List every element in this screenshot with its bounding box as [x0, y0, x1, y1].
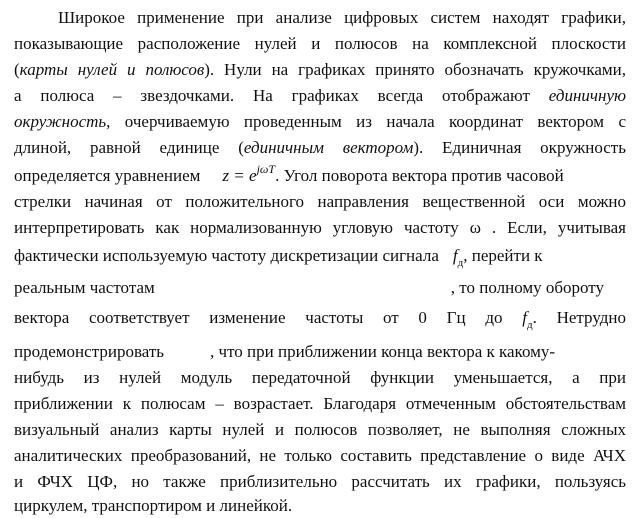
sampling-frequency-symbol: $f_д$ [522, 308, 533, 331]
text-line: визуальный анализ карты нулей и полюсов позволяет, не выполняя сложных [14, 420, 626, 439]
text-line: интерпретировать как нормализованную угловую частоту ω . Если, учитывая [14, 218, 626, 237]
text-line: Широкое применение при анализе цифровых систем находят графики, [58, 8, 626, 27]
text-line: вектора соответствует изменение частоты от 0 Гц до $f_д$. Нетрудно [14, 308, 626, 331]
text-line: приближении к полюсам – возрастает. Благодаря отмеченным обстоятельствам [14, 394, 626, 413]
text-line: определяется уравнением $z = e^{j\omega T}$. Угол поворота вектора против часовой [14, 162, 564, 185]
text-line: показывающие расположение нулей и полюсов на комплексной плоскости [14, 34, 626, 53]
text-line: аналитических преобразований, не только составить представление о виде АЧХ [14, 446, 626, 465]
text-line: (карты нулей и полюсов). Нули на графиках принято обозначать кружочками, [14, 60, 626, 79]
text-line: реальным частотам , то полному обороту [14, 278, 605, 297]
text-line: и ФЧХ ЦФ, но также приблизительно рассчитать их графики, пользуясь [14, 472, 626, 491]
text-line: стрелки начиная от положительного направления вещественной оси можно [14, 192, 626, 211]
text-line: длиной, равной единице (единичным вектором). Единичная окружность [14, 138, 626, 157]
text-line: окружность, очерчиваемую проведенным из начала координат вектором с [14, 112, 626, 131]
sampling-frequency-symbol: $f_д$ [452, 246, 464, 269]
text-line: нибудь из нулей модуль передаточной функции уменьшается, а при [14, 368, 626, 387]
text-line: фактически используемую частоту дискретизации сигнала $f_д$, перейти к [14, 246, 543, 269]
unit-circle-equation: $z = e^{j\omega T}$ [222, 162, 276, 185]
text-line: продемонстрировать , что при приближении конца вектора к какому- [14, 342, 556, 361]
text-line: а полюса – звездочками. На графиках всегда отображают единичную [14, 86, 626, 105]
text-line: циркулем, транспортиром и линейкой. [14, 496, 293, 515]
